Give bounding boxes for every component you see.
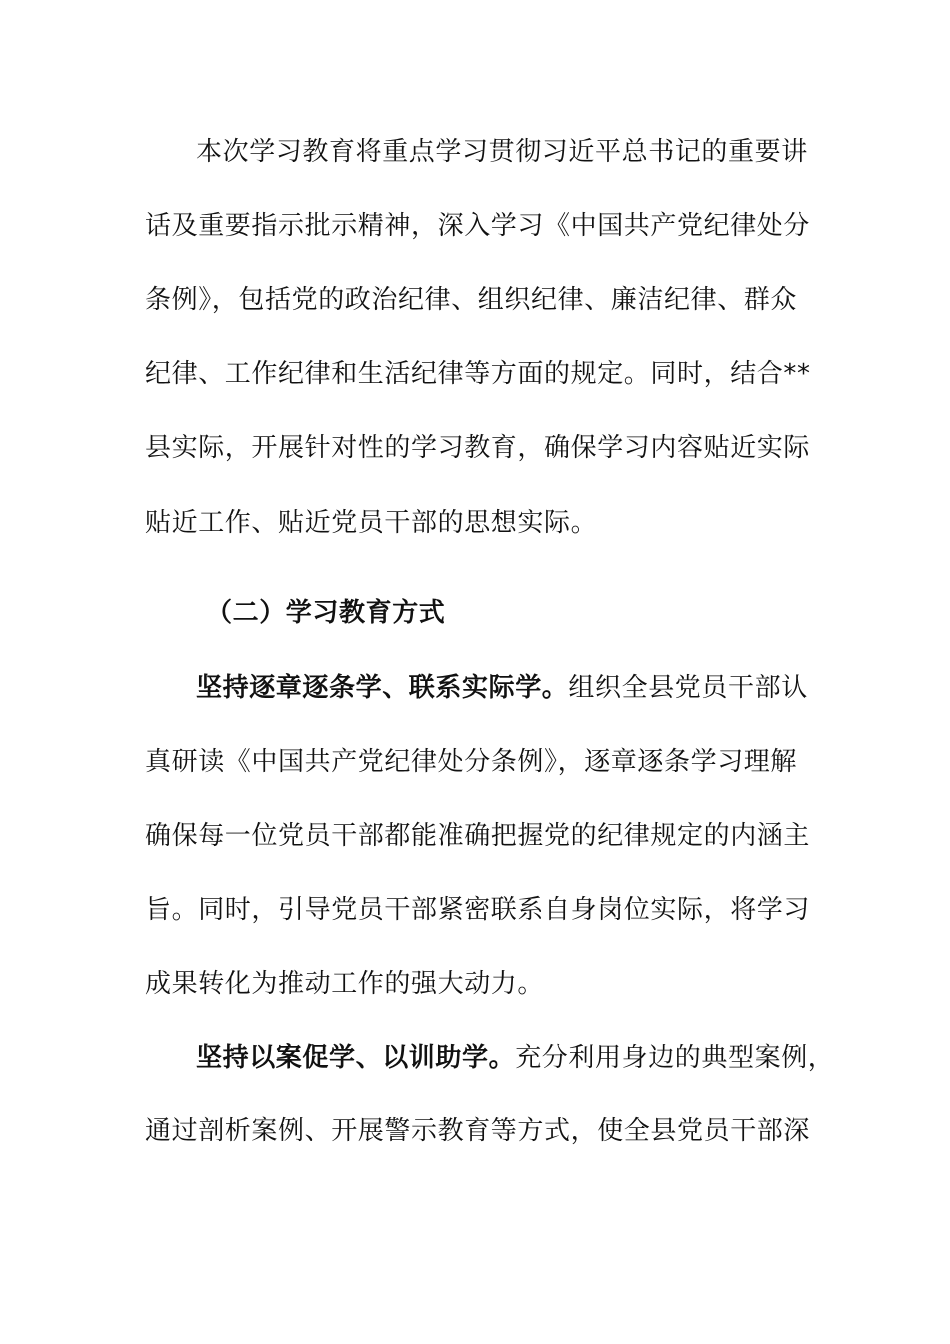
paragraph-2-line-2: 真研读《中国共产党纪律处分条例》，逐章逐条学习理解 (145, 747, 798, 777)
paragraph-1-line-4: 纪律、工作纪律和生活纪律等方面的规定。同时，结合** (145, 359, 811, 389)
paragraph-1-line-1: 本次学习教育将重点学习贯彻习近平总书记的重要讲 (196, 137, 808, 167)
paragraph-2-line-5: 成果转化为推动工作的强大动力。 (145, 969, 545, 999)
paragraph-2-line-4: 旨。同时，引导党员干部紧密联系自身岗位实际，将学习 (145, 895, 811, 925)
paragraph-1-line-5: 县实际，开展针对性的学习教育，确保学习内容贴近实际 (145, 433, 811, 463)
paragraph-3-line-2: 通过剖析案例、开展警示教育等方式，使全县党员干部深 (145, 1116, 811, 1146)
paragraph-1-line-3: 条例》，包括党的政治纪律、组织纪律、廉洁纪律、群众 (145, 285, 798, 315)
paragraph-3-line-1-text: 充分利用身边的典型案例， (515, 1043, 835, 1073)
section-heading: （二）学习教育方式 (206, 598, 446, 628)
paragraph-1-line-2: 话及重要指示批示精神，深入学习《中国共产党纪律处分 (145, 211, 811, 241)
paragraph-2-line-1-text: 组织全县党员干部认 (568, 673, 808, 703)
paragraph-3-line-1 (196, 1040, 834, 1076)
paragraph-3-bold-lead: 坚持以案促学、以训助学。 (196, 1043, 516, 1073)
paragraph-2-line-3: 确保每一位党员干部都能准确把握党的纪律规定的内涵主 (145, 821, 811, 851)
paragraph-2-line-1 (196, 670, 808, 706)
paragraph-2-bold-lead: 坚持逐章逐条学、联系实际学。 (196, 673, 569, 703)
paragraph-1-line-6: 贴近工作、贴近党员干部的思想实际。 (145, 508, 598, 538)
